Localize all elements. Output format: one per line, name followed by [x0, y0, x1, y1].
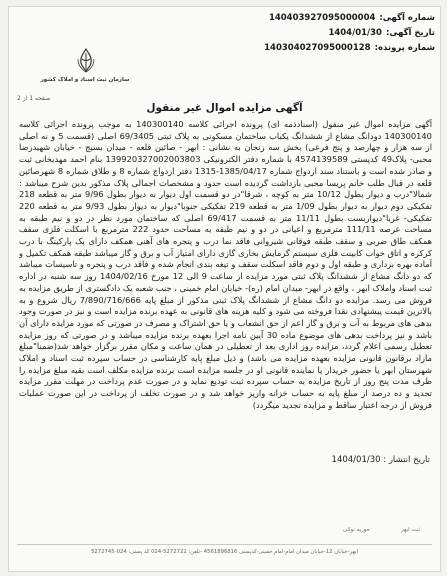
org-logo [15, 47, 155, 87]
publish-date [332, 455, 430, 465]
notice-page [8, 6, 441, 572]
signature-stamp: حوریه نوائی [342, 527, 370, 533]
notice-date: 1404/01/30 [328, 28, 382, 38]
notice-date-label: تاریخ آگهی: [385, 28, 435, 38]
notice-body: آگهی مزایده اموال غیر منقول (اسناد‌ذمه ای) پرونده اجرائی کلاسه 140300140 به موجب پرونده اجرائی کلاسه 140300140 دودانگ مشاع از ششدانگ یکباب ساختمان مسکونی به پلاک ثبتی 69/3405 اصلی (قسمت 5 و نه اصلی از سه هزار و چهارصد و پنج فرعی) بخش سه زنجان به نشانی : ابهر - صائین قلعه - میدان بسیج - خیابان شهیدرضا محبی- پلاک49 کدپستی 4574139589 با شماره دفتر الکترونیکی 139920327002003803 بنام احمد مهدیخانی ثبت و صادر شده است و باستناد سند ازدواج شماره 1385/04/17-1315 دفتر ازدواج شماره 8 و طلاق شماره 8 شهرصائین قلعه در قبال طلب خانم پریسا محبی بازداشت گردیده است حدود و مشخصات اجمالی پلاک مذکور بدین شرح میباشد : شمالا"درب و دیوار بطول 10/12 متر به کوچه ، شرقا"در دو قسمت اول دیوار به دیوار بطول 9/96 متر به قطعه 218 تفکیکی دوم دیوار به دیوار بطول 1/09 متر به قطعه 219 تفکیکی جنوبا"دیوار به دیوار بطول 9/93 متر به قطعه 220 تفکیکی- غربا"دیواربست بطول 11/11 متر به قسمت 69/417 اصلی که ساختمان مورد نظر در دو و نیم طبقه به مساحت عرصه 111/11 مترمربع و اعیانی در دو و نیم طبقه به مساحت حدود 222 مترمربع با اسکلت فلزی سقف همکف طاق ضربی و سقف طبقه فوقانی شیروانی فاقد نما درب و پنجره های آهنی همکف دارای یک پارکینگ با درب کرکره و اتاق خواب کابینت فلزی سیستم گرمایش بخاری گازی دارای امتیاز آب و برق و گاز میباشد طبقه همکف تکمیل و آماده بهره برداری و طبقه اول و دوم فاقد اسکلت سقف و تیغه بندی انجام شده و فاقد درب و پنجره و تاسیسات میباشد که دو دانگ مشاع از ششدانگ پلاک ثبتی مورد مزایده از ساعت 9 الی 12 مورخ 1404/02/16 روز سه شنبه در اداره ثبت اسناد واملاک ابهر ، واقع در ابهر- میدان امام (ره)- خیابان امام خمینی ، جنب شعبه یک دادگستری از طریق مزایده به فروش می رسد. مزایده دو دانگ مشاع از ششدانگ پلاک ثبتی مذکور از مبلغ پایه 7/890/716/666 ریال شروع و به بالاترین قیمت پیشنهادی نقدا فروخته می شود و کلیه هزینه های قانونی به عهده برنده مزایده است و نیز در صورت وجود بدهی های مربوط به آب و برق و گاز اعم از حق انشعاب و یا حق اشتراک و مصرف در صورتی که مورد مزایده دارای آن باشد و نیز پرداخت بدهی های موضوع ماده 30 آیین نامه اجرا بعهده برنده مزایده میباشد و در صورتی که روز مزایده تعطیل رسمی اعلام گردد، مزایده روز اداری بعد از تعطیلی در همان ساعت و مکان مقرر برگزار خواهد شد(ضمنا"مبلغ مازاد برقانون قانونی مزایده بعهده مزایده می باشد) و ذیل مبلغ پایه کارشناسی در حساب سپرده ثبت اسناد و املاک شهرستان ابهر یا حضور خریدار یا نماینده قانونی او در جلسه مزایده است برنده مزایده مکلف است بقیه مبلغ مزایده را ظرف مدت پنج روز از تاریخ مزایده به حساب سپرده ثبت تودیع نماید و در صورت عدم پرداخت در مهلت مقرر مزایده تجدید و ده درصد از مبلغ پایه به حساب خزانه واریز خواهد شد و در صورت تخلف از پرداخت در این صورت عملیات فروش از درجه اعتبار ساقط و مزایده تجدید میگردد) [19, 119, 432, 410]
iran-emblem-icon [75, 47, 97, 73]
notice-date-row [235, 26, 435, 41]
file-number-row [235, 41, 435, 56]
notice-meta [235, 11, 435, 56]
office-stamp: ثبت ابهر [401, 527, 420, 533]
page-title: آگهی مزایده اموال غیر منقول [146, 102, 303, 114]
notice-number: 140403927095000004 [268, 13, 376, 23]
file-number: 140304027095000128 [264, 43, 371, 53]
notice-number-row [235, 11, 435, 26]
publish-date-label: تاریخ انتشار : [383, 455, 430, 465]
org-name: سازمان ثبت اسناد و املاک کشور [40, 77, 130, 83]
page-indicator: صفحه 1 از 2 [17, 95, 51, 102]
footer [17, 527, 432, 567]
footer-address: ابهر-خیابان 12-خیابان میدان امام-امام خمینی-کدپستی 4561896816 -تلفن: 5272722-024 کد پستی: 024-5272745 [91, 549, 358, 555]
notice-number-label: شماره آگهی: [379, 13, 435, 23]
file-number-label: شماره پرونده: [374, 43, 435, 53]
publish-date-value: 1404/01/30 [331, 455, 381, 465]
